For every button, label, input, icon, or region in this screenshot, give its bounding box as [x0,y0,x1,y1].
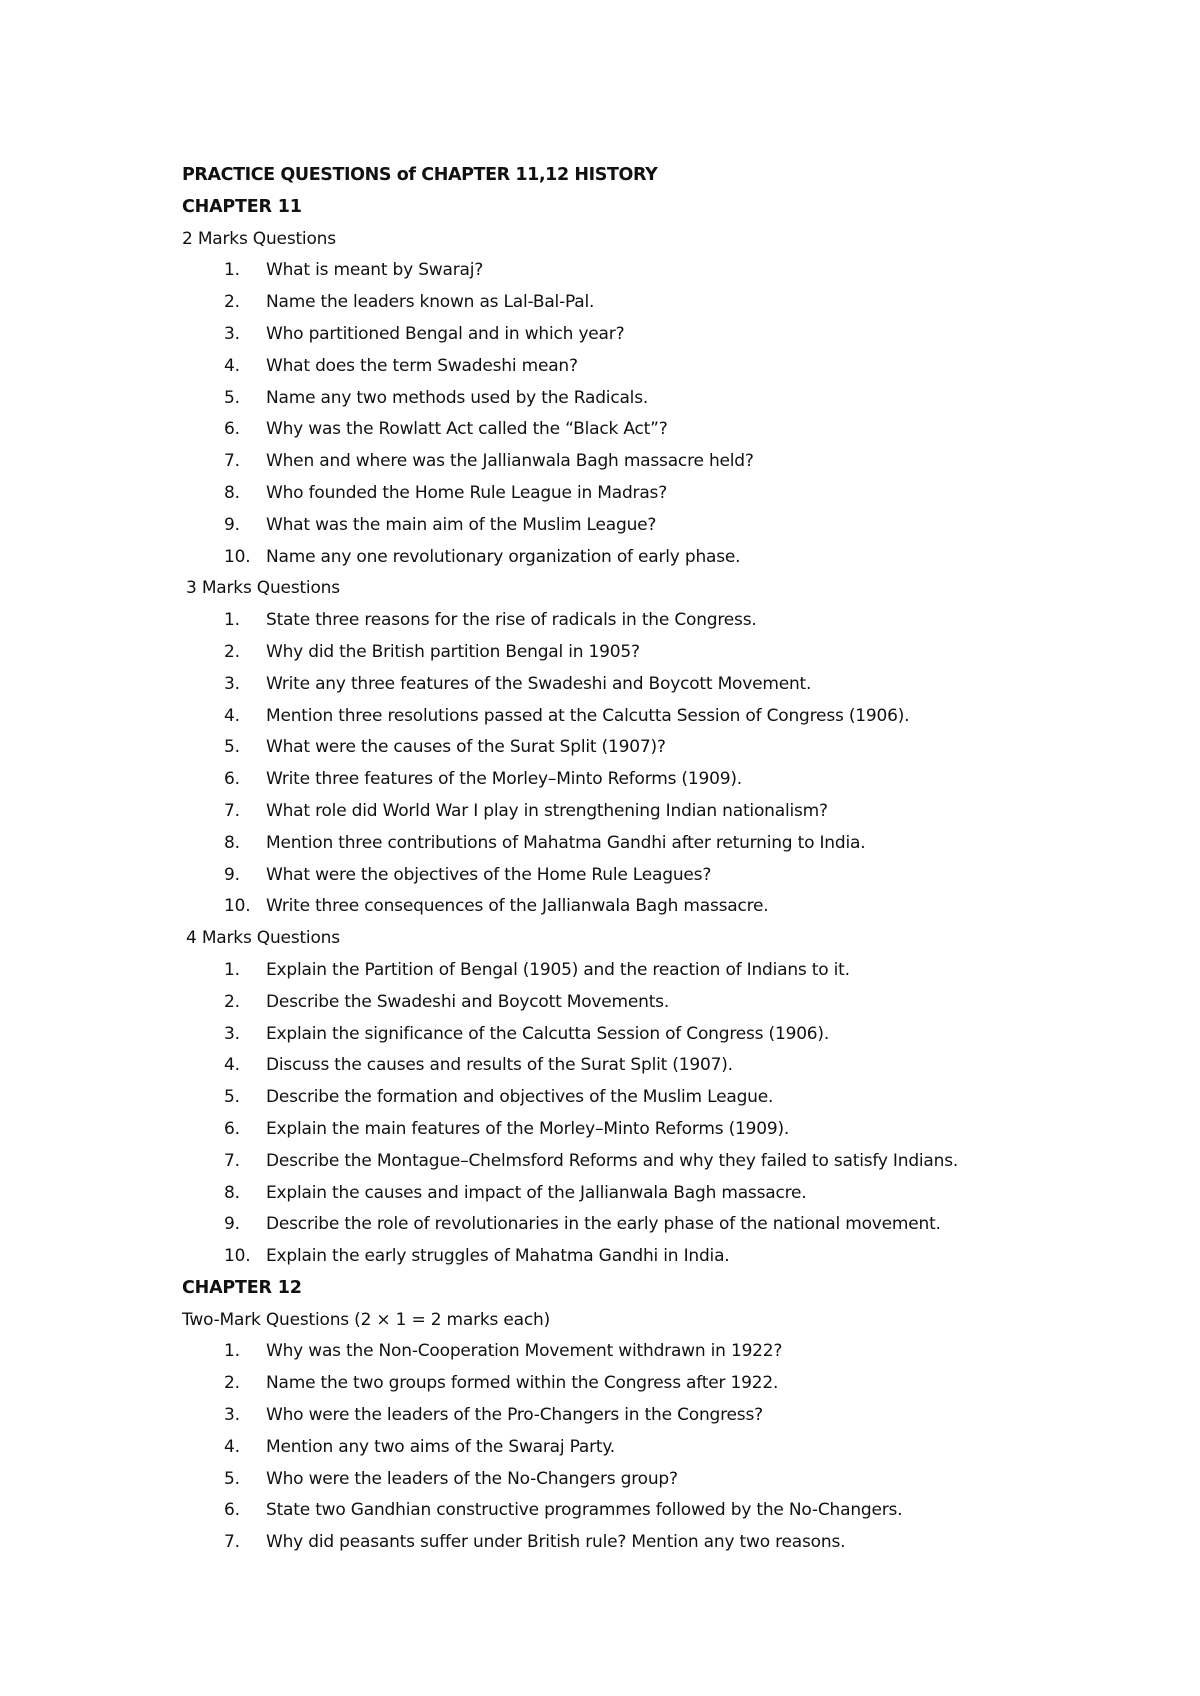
question-text: Explain the causes and impact of the Jallianwala Bagh massacre. [266,1182,807,1203]
question-number: 9. [224,864,240,885]
question-item [182,542,1082,574]
question-item [182,446,1082,478]
question-item [182,255,1082,287]
question-item [182,828,1082,860]
question-item [182,1432,1082,1464]
chapters-container [182,192,1082,1559]
question-item [182,1368,1082,1400]
chapter-block [182,192,1082,1273]
question-item [182,287,1082,319]
question-item [182,764,1082,796]
question-number: 6. [224,769,240,790]
section-heading: Two-Mark Questions (2 × 1 = 2 marks each) [182,1309,551,1330]
question-text: What does the term Swadeshi mean? [266,355,578,376]
question-number: 4. [224,1055,240,1076]
question-item [182,1400,1082,1432]
question-text: Describe the Swadeshi and Boycott Movements. [266,991,670,1012]
question-item [182,383,1082,415]
question-text: Mention three contributions of Mahatma Gandhi after returning to India. [266,832,866,853]
question-number: 7. [224,1150,240,1171]
question-item [182,891,1082,923]
question-item [182,1464,1082,1496]
question-list [182,255,1082,573]
question-item [182,1082,1082,1114]
question-text: Mention any two aims of the Swaraj Party. [266,1436,615,1457]
chapter-heading: CHAPTER 12 [182,1277,302,1298]
question-number: 2. [224,292,240,313]
question-text: Why did peasants suffer under British rule? Mention any two reasons. [266,1532,846,1553]
question-text: Name the leaders known as Lal-Bal-Pal. [266,292,595,313]
question-text: What was the main aim of the Muslim League? [266,514,657,535]
question-number: 7. [224,1532,240,1553]
question-list [182,1336,1082,1559]
question-number: 5. [224,1087,240,1108]
question-text: Name the two groups formed within the Congress after 1922. [266,1373,779,1394]
question-text: Why was the Non-Cooperation Movement withdrawn in 1922? [266,1341,783,1362]
question-text: Name any one revolutionary organization of early phase. [266,546,741,567]
question-item [182,732,1082,764]
question-number: 5. [224,737,240,758]
question-text: Who partitioned Bengal and in which year? [266,323,625,344]
document-title: PRACTICE QUESTIONS of CHAPTER 11,12 HISTORY [182,165,658,185]
section-heading: 4 Marks Questions [186,928,340,949]
question-text: Describe the Montague–Chelmsford Reforms and why they failed to satisfy Indians. [266,1150,959,1171]
question-text: Who founded the Home Rule League in Madras? [266,482,668,503]
section-heading: 3 Marks Questions [186,578,340,599]
question-number: 4. [224,705,240,726]
question-text: Describe the formation and objectives of the Muslim League. [266,1087,774,1108]
question-text: Explain the main features of the Morley–Minto Reforms (1909). [266,1118,790,1139]
question-text: Write three features of the Morley–Minto Reforms (1909). [266,769,742,790]
question-item [182,860,1082,892]
question-text: Who were the leaders of the Pro-Changers in the Congress? [266,1405,763,1426]
question-number: 7. [224,451,240,472]
question-item [182,1146,1082,1178]
chapter-block [182,1273,1082,1559]
question-number: 5. [224,1468,240,1489]
question-number: 2. [224,1373,240,1394]
question-number: 5. [224,387,240,408]
chapter-heading: CHAPTER 11 [182,196,302,217]
question-text: Describe the role of revolutionaries in the early phase of the national movement. [266,1214,941,1235]
question-text: Explain the early struggles of Mahatma Gandhi in India. [266,1246,730,1267]
question-list [182,605,1082,923]
question-text: Mention three resolutions passed at the Calcutta Session of Congress (1906). [266,705,910,726]
question-item [182,1114,1082,1146]
question-item [182,701,1082,733]
question-item [182,414,1082,446]
question-text: What is meant by Swaraj? [266,260,484,281]
question-number: 8. [224,832,240,853]
question-text: What role did World War I play in strengthening Indian nationalism? [266,800,828,821]
question-item [182,796,1082,828]
question-item [182,1241,1082,1273]
question-number: 1. [224,260,240,281]
question-text: Why was the Rowlatt Act called the “Black Act”? [266,419,668,440]
question-number: 8. [224,1182,240,1203]
question-number: 8. [224,482,240,503]
question-item [182,510,1082,542]
question-number: 4. [224,1436,240,1457]
question-item [182,1019,1082,1051]
question-item [182,1336,1082,1368]
question-number: 6. [224,1118,240,1139]
question-number: 2. [224,641,240,662]
question-number: 1. [224,959,240,980]
question-number: 6. [224,419,240,440]
section-heading: 2 Marks Questions [182,228,336,249]
question-text: What were the causes of the Surat Split (1907)? [266,737,666,758]
question-list [182,955,1082,1273]
question-item [182,1178,1082,1210]
question-text: What were the objectives of the Home Rule Leagues? [266,864,712,885]
question-number: 3. [224,1405,240,1426]
question-text: Explain the Partition of Bengal (1905) and the reaction of Indians to it. [266,959,850,980]
question-item [182,319,1082,351]
question-item [182,1209,1082,1241]
question-item [182,669,1082,701]
question-number: 9. [224,1214,240,1235]
question-number: 3. [224,323,240,344]
document-content [182,160,1082,1559]
question-number: 2. [224,991,240,1012]
question-number: 1. [224,1341,240,1362]
question-number: 4. [224,355,240,376]
question-item [182,955,1082,987]
question-number: 1. [224,610,240,631]
question-item [182,637,1082,669]
question-text: Why did the British partition Bengal in 1905? [266,641,640,662]
question-number: 3. [224,673,240,694]
question-number: 6. [224,1500,240,1521]
question-text: Name any two methods used by the Radicals. [266,387,649,408]
question-text: Who were the leaders of the No-Changers group? [266,1468,678,1489]
question-number: 9. [224,514,240,535]
question-item [182,351,1082,383]
question-number: 7. [224,800,240,821]
question-text: State three reasons for the rise of radicals in the Congress. [266,610,757,631]
question-item [182,1527,1082,1559]
question-number: 10. [224,896,251,917]
question-number: 10. [224,546,251,567]
question-item [182,1050,1082,1082]
question-item [182,478,1082,510]
question-text: Write any three features of the Swadeshi and Boycott Movement. [266,673,812,694]
question-item [182,1495,1082,1527]
question-item [182,605,1082,637]
question-number: 3. [224,1023,240,1044]
question-text: Explain the significance of the Calcutta Session of Congress (1906). [266,1023,830,1044]
question-text: Discuss the causes and results of the Surat Split (1907). [266,1055,733,1076]
question-text: When and where was the Jallianwala Bagh massacre held? [266,451,754,472]
question-number: 10. [224,1246,251,1267]
question-item [182,987,1082,1019]
question-text: Write three consequences of the Jallianwala Bagh massacre. [266,896,769,917]
question-text: State two Gandhian constructive programmes followed by the No-Changers. [266,1500,903,1521]
